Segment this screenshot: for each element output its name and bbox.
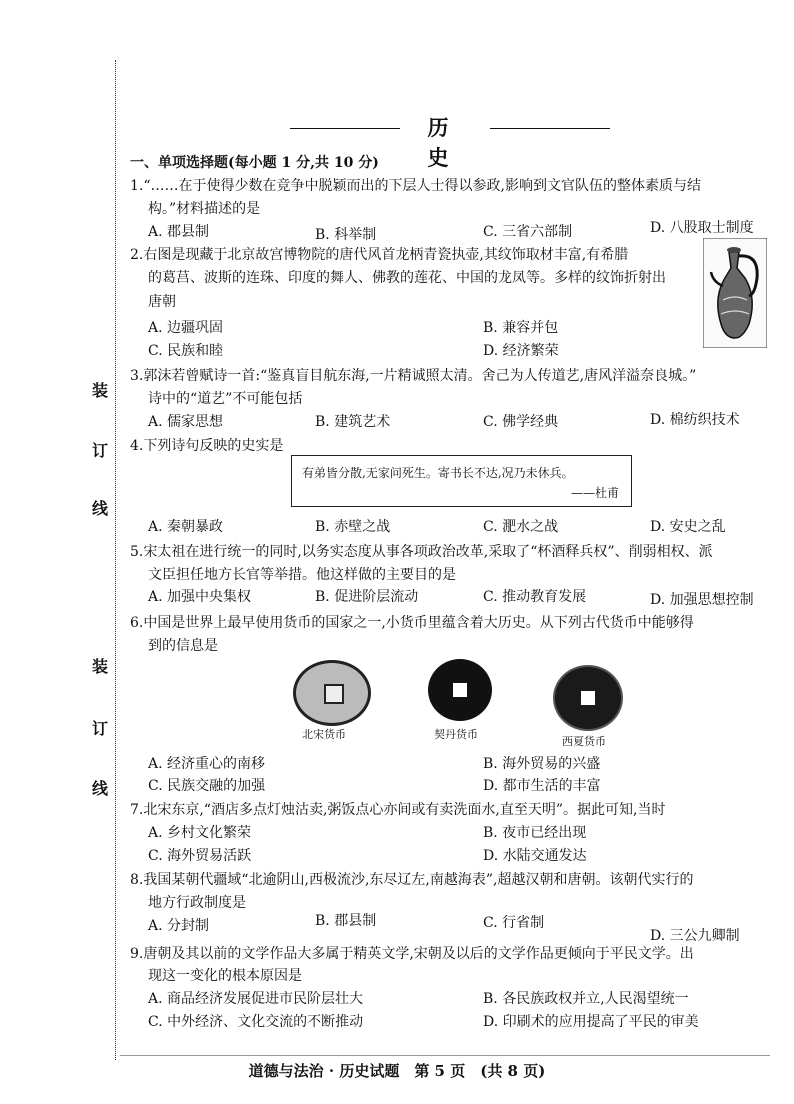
poem-quote-box [291,455,632,507]
q3-option-d: D. 棉纺织技术 [650,412,740,428]
q3-option-a: A. 儒家思想 [148,414,224,430]
q2-option-b: B. 兼容并包 [483,320,559,336]
binding-char-zhuang: 装 [92,381,109,400]
q5-option-c: C. 推动教育发展 [483,589,587,605]
coin-label-western-xia: 西夏货币 [562,735,606,748]
q4-option-a: A. 秦朝暴政 [148,519,224,535]
title-text: 历 史 [400,112,490,172]
q4-stem-1: 4.下列诗句反映的史实是 [130,438,284,454]
title-rule-right [488,128,610,129]
q9-option-b: B. 各民族政权并立,人民渴望统一 [483,991,689,1007]
q5-option-b: B. 促进阶层流动 [315,589,419,605]
q2-option-c: C. 民族和睦 [148,343,224,359]
q8-option-d: D. 三公九卿制 [650,928,740,944]
section-heading: 一、单项选择题(每小题 1 分,共 10 分) [130,155,379,171]
q6-option-c: C. 民族交融的加强 [148,778,266,794]
q6-stem-2: 到的信息是 [148,638,218,654]
binding-char-xian-2: 线 [92,779,109,798]
q2-option-d: D. 经济繁荣 [483,343,559,359]
q8-option-c: C. 行省制 [483,915,545,931]
page-footer: 道德与法治 · 历史试题 第 5 页 (共 8 页) [248,1062,546,1080]
q1-stem-1: 1.“……在于使得少数在竞争中脱颖而出的下层人士得以参政,影响到文官队伍的整体素质与结 [130,178,701,194]
q4-option-c: C. 淝水之战 [483,519,559,535]
binding-char-xian: 线 [92,499,109,518]
q9-stem-2: 现这一变化的根本原因是 [148,968,302,984]
q3-stem-2: 诗中的“道艺”不可能包括 [148,391,303,407]
poem-text: 有弟皆分散,无家问死生。寄书长不达,况乃未休兵。 [302,466,574,480]
q5-stem-2: 文臣担任地方长官等举措。他这样做的主要目的是 [148,567,456,583]
q2-option-a: A. 边疆巩固 [148,320,224,336]
q7-option-c: C. 海外贸易活跃 [148,848,252,864]
q6-option-d: D. 都市生活的丰富 [483,778,601,794]
q8-option-b: B. 郡县制 [315,913,377,929]
q7-stem-1: 7.北宋东京,“酒店多点灯烛沽卖,粥饭点心亦间或有卖洗面水,直至天明”。据此可知,当时 [130,802,666,818]
q6-option-b: B. 海外贸易的兴盛 [483,756,601,772]
q3-option-b: B. 建筑艺术 [315,414,391,430]
coin-northern-song [293,660,371,726]
footer-rule [120,1055,770,1056]
poem-author: ——杜甫 [570,486,619,500]
q1-option-a: A. 郡县制 [148,224,210,240]
q2-stem-1: 2.右图是现藏于北京故宫博物院的唐代风首龙柄青瓷执壶,其纹饰取材丰富,有希腊 [130,247,629,263]
q7-option-a: A. 乡村文化繁荣 [148,825,252,841]
q5-stem-1: 5.宋太祖在进行统一的同时,以务实态度从事各项政治改革,采取了“杯酒释兵权”、削弱相权、派 [130,544,713,560]
q2-stem-2: 的葛莒、波斯的连珠、印度的舞人、佛教的莲花、中国的龙凤等。多样的纹饰折射出 [148,270,666,286]
q9-stem-1: 9.唐朝及其以前的文学作品大多属于精英文学,宋朝及以后的文学作品更倾向于平民文学。出 [130,946,694,962]
q3-stem-1: 3.郭沫若曾赋诗一首:“鉴真盲目航东海,一片精诚照太清。舍己为人传道艺,唐风洋溢奈良城。” [130,368,697,384]
q8-stem-1: 8.我国某朝代疆域“北逾阴山,西极流沙,东尽辽左,南越海表”,超越汉朝和唐朝。该朝代实行的 [130,872,694,888]
q7-option-b: B. 夜市已经出现 [483,825,587,841]
binding-dotted-line [115,60,116,1060]
celadon-ewer-image [703,238,767,348]
q1-stem-2: 构。”材料描述的是 [148,201,261,217]
q1-option-b: B. 科举制 [315,227,377,243]
q1-option-d: D. 八股取士制度 [650,220,754,236]
q5-option-a: A. 加强中央集权 [148,589,252,605]
q9-option-a: A. 商品经济发展促进市民阶层壮大 [148,991,364,1007]
q4-option-b: B. 赤壁之战 [315,519,391,535]
binding-char-zhuang-2: 装 [92,657,109,676]
q3-option-c: C. 佛学经典 [483,414,559,430]
coin-label-northern-song: 北宋货币 [302,728,346,741]
coin-khitan [428,659,492,721]
q8-option-a: A. 分封制 [148,918,210,934]
q8-stem-2: 地方行政制度是 [148,895,246,911]
q9-option-c: C. 中外经济、文化交流的不断推动 [148,1014,364,1030]
q7-option-d: D. 水陆交通发达 [483,848,587,864]
q2-stem-3: 唐朝 [148,294,176,310]
title-rule-left [290,128,402,129]
q6-stem-1: 6.中国是世界上最早使用货币的国家之一,小货币里蕴含着大历史。从下列古代货币中能够得 [130,615,694,631]
coin-label-khitan: 契丹货币 [434,728,478,741]
coin-western-xia [553,665,623,731]
q6-option-a: A. 经济重心的南移 [148,756,266,772]
q1-option-c: C. 三省六部制 [483,224,573,240]
binding-char-ding: 订 [92,441,109,460]
q9-option-d: D. 印刷术的应用提高了平民的审美 [483,1014,699,1030]
q5-option-d: D. 加强思想控制 [650,592,754,608]
page-title [290,112,610,170]
binding-char-ding-2: 订 [92,719,109,738]
q4-option-d: D. 安史之乱 [650,519,726,535]
